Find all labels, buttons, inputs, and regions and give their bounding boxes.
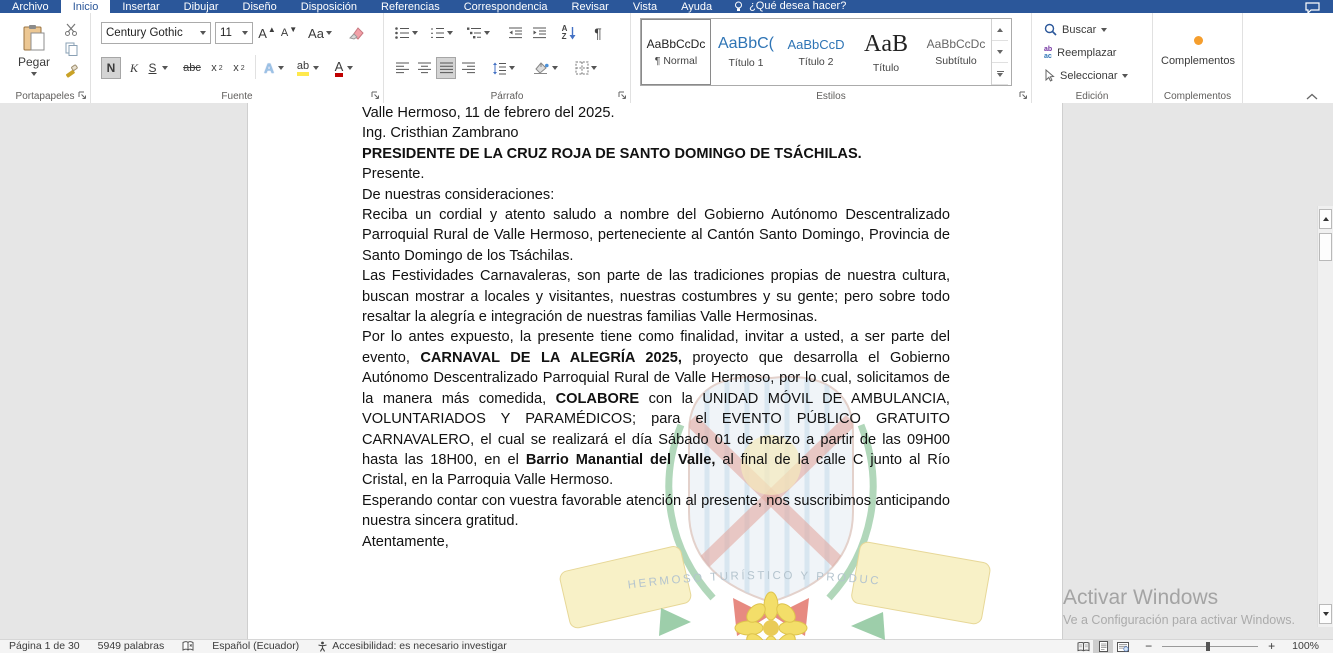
styles-gallery	[640, 18, 1012, 86]
language-status[interactable]: Español (Ecuador)	[212, 640, 300, 652]
paragraph-invitation: Por lo antes expuesto, la presente tiene como finalidad, invitar a usted, a ser parte del evento, CARNAVAL DE LA ALEGRÍA 2025, proyecto que desarrolla el Gobierno Autónomo Descentralizado Parroquial Rural de Valle Hermoso, por lo cual, solicitamos de la manera más comedida, COLABORE con la UNIDAD MÓVIL DE AMBULANCIA, VOLUNTARIADOS Y PARAMÉDICOS; para el EVENTO PÚBLICO GRATUITO CARNAVALERO, el cual se realizará el día Sábado 01 de marzo a partir de las 09H00 hasta las 18H00, en el Barrio Manantial del Valle, al final de la calle C junto al Río Cristal, en la Parroquia Valle Hermoso.	[362, 329, 951, 489]
change-case-button[interactable]: Aa	[305, 22, 335, 44]
styles-more-button[interactable]	[992, 63, 1008, 85]
bullets-button[interactable]	[392, 22, 420, 44]
style-subtitulo[interactable]: AaBbCcDc Subtítulo	[921, 19, 991, 85]
group-label-fuente: Fuente	[221, 91, 253, 102]
zoom-out-button[interactable]: −	[1145, 639, 1153, 653]
increase-indent-button[interactable]	[528, 22, 550, 44]
format-painter-button[interactable]	[62, 63, 80, 79]
tab-dibujar[interactable]: Dibujar	[183, 1, 219, 13]
style-titulo-2[interactable]: AaBbCcD Título 2	[781, 19, 851, 85]
search-icon	[1044, 23, 1057, 36]
sort-button[interactable]: A Z	[556, 22, 582, 44]
tell-me-box[interactable]	[724, 0, 856, 13]
vertical-scrollbar[interactable]	[1317, 206, 1333, 627]
collapse-ribbon-button[interactable]	[1306, 93, 1318, 101]
print-layout-view-button[interactable]	[1093, 640, 1113, 653]
document-page[interactable]	[247, 103, 1063, 640]
word-count[interactable]: 5949 palabras	[97, 640, 165, 652]
group-label-estilos: Estilos	[816, 91, 846, 102]
clipboard-dialog-launcher[interactable]	[77, 90, 87, 100]
date-line: Valle Hermoso, 11 de febrero del 2025.	[362, 105, 615, 121]
tab-vista[interactable]: Vista	[632, 1, 658, 13]
group-label-parrafo: Párrafo	[490, 91, 524, 102]
proofing-status-icon[interactable]	[173, 640, 203, 653]
tab-archivo[interactable]: Archivo	[12, 1, 49, 13]
page-count[interactable]: Página 1 de 30	[9, 640, 80, 652]
tab-insertar[interactable]: Insertar	[122, 1, 160, 13]
paragraph-festivities: Las Festividades Carnavaleras, son parte de las tradiciones propias de nuestra cultura, buscan mostrar a locales y visitantes, nuestras costumbres y su gente; pero sobre todo resaltar la alegría e integración de nuestras familias Valle Hermosinas.	[362, 268, 950, 326]
watermark-arc-text: HERMOSO TURÍSTICO Y PRODUC	[627, 569, 882, 592]
font-color-button[interactable]: A	[329, 57, 359, 79]
subscript-button[interactable]: x 2	[211, 62, 223, 74]
tab-ayuda[interactable]: Ayuda	[681, 1, 713, 13]
tab-correspondencia[interactable]: Correspondencia	[463, 1, 548, 13]
paragraph-dialog-launcher[interactable]	[617, 90, 627, 100]
numbering-button[interactable]	[426, 22, 456, 44]
scroll-down-button[interactable]	[1319, 604, 1332, 624]
style-titulo-1[interactable]: AaBbC( Título 1	[711, 19, 781, 85]
group-fuente	[91, 13, 384, 103]
font-size-combobox[interactable]: 11	[215, 22, 253, 44]
copy-button[interactable]	[62, 41, 80, 57]
closing: Atentamente,	[362, 533, 449, 550]
replace-button[interactable]: ab ac Reemplazar	[1044, 46, 1117, 60]
group-portapapeles	[0, 13, 91, 103]
lightbulb-icon	[734, 1, 743, 12]
paste-dropdown-chevron	[31, 72, 37, 76]
group-edicion	[1032, 13, 1153, 103]
tab-revisar[interactable]: Revisar	[571, 1, 609, 13]
zoom-slider-thumb[interactable]	[1206, 642, 1210, 651]
paragraph-greeting: Reciba un cordial y atento saludo a nombre del Gobierno Autónomo Descentralizado Parroquial Rural de Valle Hermoso, perteneciente al Cantón Santo Domingo, Provincia de Santo Domingo de los Tsáchilas.	[362, 207, 950, 264]
font-name-combobox[interactable]: Century Gothic	[101, 22, 211, 44]
group-label-portapapeles: Portapapeles	[15, 91, 75, 102]
scroll-up-button[interactable]	[1319, 209, 1332, 229]
multilevel-list-button[interactable]	[462, 22, 494, 44]
group-label-complementos: Complementos	[1163, 91, 1232, 102]
tell-me-label: ¿Qué desea hacer?	[749, 0, 847, 12]
bold-button[interactable]: N	[101, 57, 121, 79]
strikethrough-button[interactable]: abc	[183, 62, 201, 74]
clear-formatting-button[interactable]	[345, 22, 367, 44]
comments-icon[interactable]	[1305, 0, 1333, 13]
accessibility-icon	[317, 641, 328, 652]
zoom-slider[interactable]	[1162, 646, 1258, 647]
cursor-icon	[1044, 69, 1055, 82]
style-normal[interactable]: AaBbCcDc ¶ Normal	[641, 19, 711, 85]
styles-dialog-launcher[interactable]	[1018, 90, 1028, 100]
document-area	[0, 103, 1333, 640]
addins-button[interactable]: Complementos	[1158, 21, 1238, 81]
shrink-font-button[interactable]: A ▼	[280, 24, 298, 39]
scrollbar-thumb[interactable]	[1319, 233, 1332, 261]
status-bar	[0, 639, 1333, 653]
align-right-button[interactable]	[458, 57, 478, 79]
style-titulo[interactable]: AaB Título	[851, 19, 921, 85]
zoom-percentage[interactable]: 100%	[1292, 640, 1319, 652]
group-estilos	[631, 13, 1032, 103]
salutation: De nuestras consideraciones:	[362, 186, 555, 203]
grow-font-button[interactable]: A ▲	[258, 24, 276, 41]
cut-button[interactable]	[62, 21, 80, 37]
group-complementos	[1153, 13, 1243, 103]
read-mode-view-button[interactable]	[1073, 640, 1093, 653]
document-content	[248, 103, 1062, 552]
replace-icon: ab ac	[1044, 46, 1053, 60]
styles-scroll-up[interactable]	[992, 19, 1008, 41]
show-marks-button[interactable]: ¶	[594, 25, 602, 41]
tab-disposicion[interactable]: Disposición	[300, 1, 358, 13]
paste-button[interactable]: Pegar	[12, 19, 56, 81]
justify-button[interactable]	[436, 57, 456, 79]
align-left-button[interactable]	[392, 57, 412, 79]
italic-button[interactable]: K	[129, 60, 138, 75]
font-dialog-launcher[interactable]	[370, 90, 380, 100]
underline-button[interactable]: S	[145, 57, 171, 79]
web-layout-view-button[interactable]	[1113, 640, 1133, 653]
decrease-indent-button[interactable]	[504, 22, 526, 44]
tab-inicio[interactable]: Inicio	[61, 0, 111, 13]
recipient-present: Presente.	[362, 166, 425, 183]
ribbon-end-spacer	[1243, 13, 1333, 103]
shading-button[interactable]	[528, 57, 562, 79]
group-parrafo	[384, 13, 631, 103]
tab-referencias[interactable]: Referencias	[381, 1, 440, 13]
align-center-button[interactable]	[414, 57, 434, 79]
line-spacing-button[interactable]	[488, 57, 518, 79]
addin-dot-icon	[1194, 36, 1203, 45]
recipient-title: PRESIDENTE DE LA CRUZ ROJA DE SANTO DOMINGO DE TSÁCHILAS.	[362, 145, 862, 162]
ribbon-tab-bar	[0, 0, 1333, 13]
accessibility-status[interactable]: Accesibilidad: es necesario investigar	[308, 640, 516, 653]
paragraph-thanks: Esperando contar con vuestra favorable atención al presente, nos suscribimos anticipando nuestra sincera gratitud.	[362, 492, 950, 530]
group-label-edicion: Edición	[1075, 91, 1109, 102]
select-button[interactable]: Seleccionar	[1044, 69, 1128, 82]
ribbon-inicio	[0, 13, 1333, 104]
highlight-color-button[interactable]: ab	[293, 57, 323, 79]
find-button[interactable]: Buscar	[1044, 23, 1107, 36]
borders-button[interactable]	[570, 57, 602, 79]
text-effects-button[interactable]: A	[261, 57, 287, 79]
zoom-in-button[interactable]: +	[1268, 639, 1276, 653]
tab-diseno[interactable]: Diseño	[242, 1, 277, 13]
styles-scroll-down[interactable]	[992, 41, 1008, 63]
activate-windows-watermark: Activar Windows Ve a Configuración para activar Windows.	[1062, 586, 1295, 627]
superscript-button[interactable]: x 2	[233, 62, 245, 74]
recipient-name: Ing. Cristhian Zambrano	[362, 125, 519, 142]
clipboard-icon	[22, 24, 46, 52]
